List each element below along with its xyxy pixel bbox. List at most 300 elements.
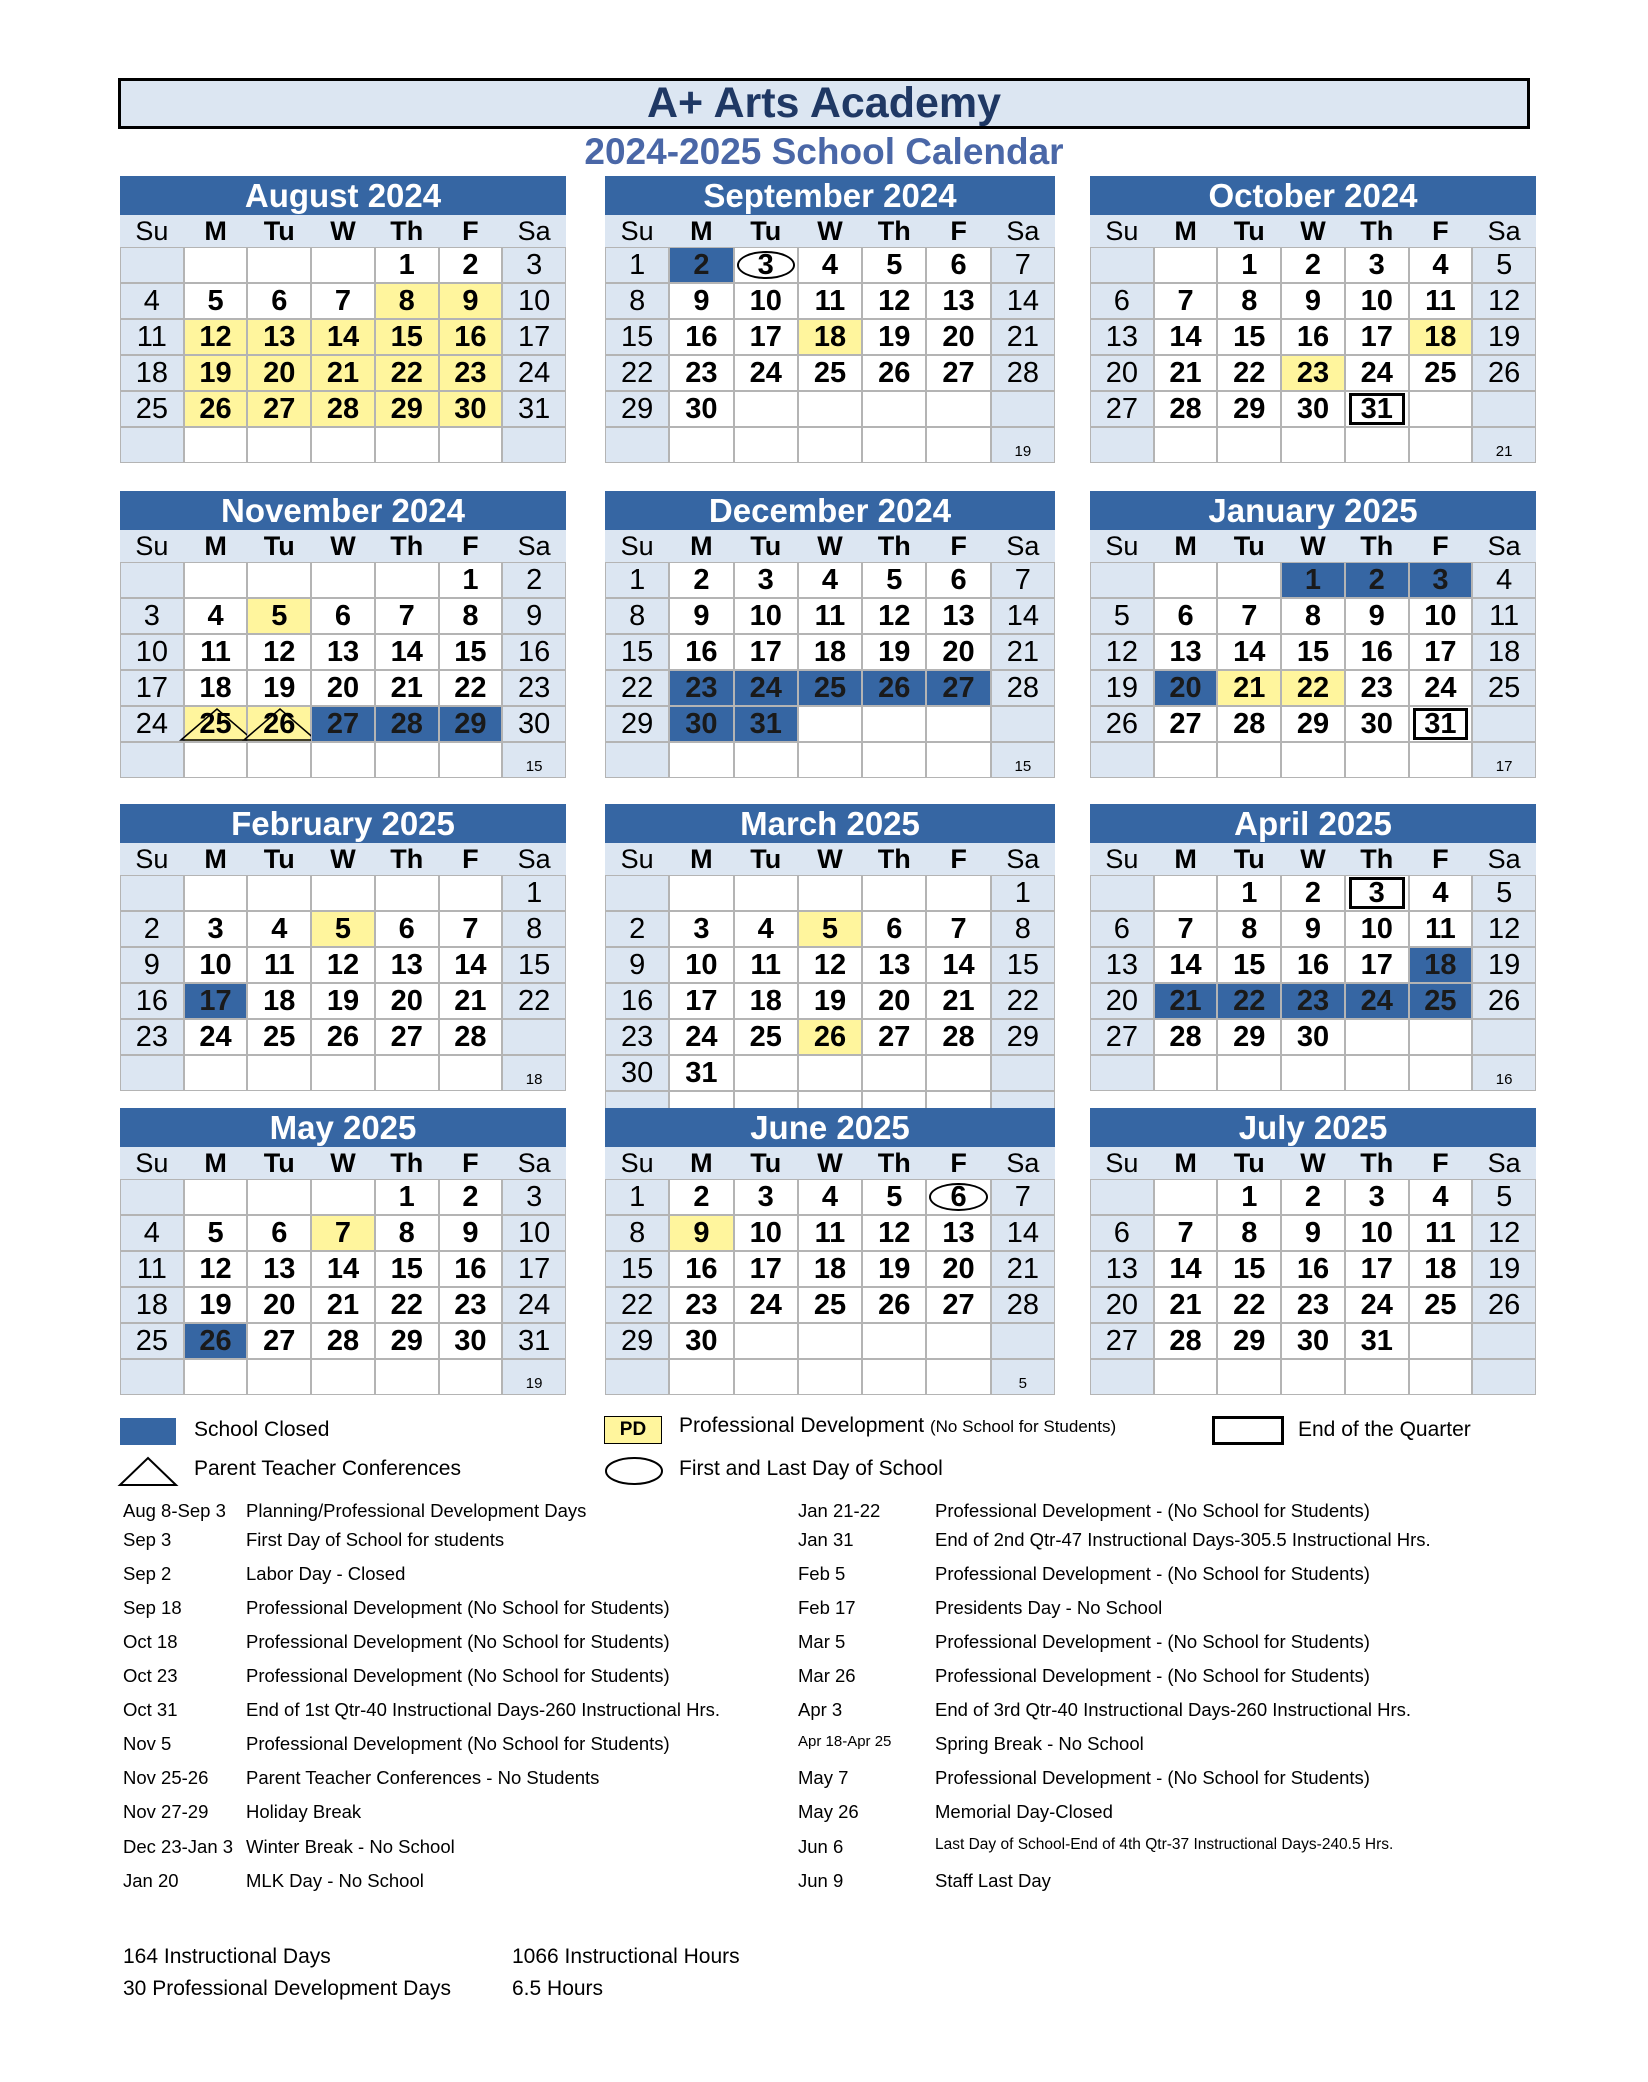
day-cell: 25 bbox=[247, 1019, 311, 1055]
count-row-cell bbox=[439, 1359, 503, 1395]
instructional-day-count-value: 17 bbox=[1495, 758, 1513, 775]
day-cell: 26 bbox=[862, 355, 926, 391]
event-date: Mar 5 bbox=[798, 1631, 846, 1652]
day-cell: 20 bbox=[862, 983, 926, 1019]
event-date: Oct 23 bbox=[123, 1665, 178, 1686]
empty-cell bbox=[1472, 391, 1536, 427]
day-grid bbox=[120, 875, 566, 1091]
empty-cell bbox=[798, 875, 862, 911]
day-cell: 17 bbox=[502, 319, 566, 355]
instructional-day-count bbox=[502, 1359, 566, 1395]
month-title: June 2025 bbox=[605, 1108, 1055, 1147]
event-description: Winter Break - No School bbox=[246, 1836, 455, 1857]
empty-cell bbox=[311, 562, 375, 598]
day-cell: 8 bbox=[605, 283, 669, 319]
day-cell: 29 bbox=[375, 1323, 439, 1359]
day-cell: 22 bbox=[1217, 355, 1281, 391]
day-cell: 30 bbox=[669, 706, 733, 742]
event-description: Spring Break - No School bbox=[935, 1733, 1144, 1754]
day-cell: 31 bbox=[1345, 1323, 1409, 1359]
day-cell: 27 bbox=[247, 391, 311, 427]
day-cell: 26 bbox=[862, 1287, 926, 1323]
day-cell: 23 bbox=[1281, 1287, 1345, 1323]
day-cell: 17 bbox=[734, 634, 798, 670]
empty-cell bbox=[1472, 1019, 1536, 1055]
empty-cell bbox=[734, 1323, 798, 1359]
calendar-subtitle: 2024-2025 School Calendar bbox=[584, 131, 1064, 172]
count-row-cell bbox=[1345, 1359, 1409, 1395]
count-row-cell bbox=[926, 427, 990, 463]
day-cell: 24 bbox=[502, 355, 566, 391]
day-cell: 20 bbox=[375, 983, 439, 1019]
day-cell: 4 bbox=[184, 598, 248, 634]
day-cell: 12 bbox=[184, 319, 248, 355]
weekday-label: Tu bbox=[1233, 531, 1265, 561]
weekday-label: W bbox=[1300, 531, 1326, 561]
day-cell: 4 bbox=[120, 1215, 184, 1251]
day-cell: 24 bbox=[1409, 670, 1473, 706]
day-cell: 7 bbox=[991, 1179, 1055, 1215]
legend-end-quarter: End of the Quarter bbox=[1298, 1418, 1471, 1441]
weekday-label: F bbox=[950, 531, 967, 561]
day-cell: 23 bbox=[502, 670, 566, 706]
event-date: Sep 3 bbox=[123, 1529, 172, 1550]
day-cell: 20 bbox=[926, 1251, 990, 1287]
day-cell: 9 bbox=[1345, 598, 1409, 634]
weekday-label: Th bbox=[390, 1148, 424, 1178]
count-row-cell bbox=[669, 1359, 733, 1395]
day-cell: 1 bbox=[439, 562, 503, 598]
count-row-cell bbox=[120, 1359, 184, 1395]
day-cell: 1 bbox=[375, 1179, 439, 1215]
day-cell: 10 bbox=[120, 634, 184, 670]
day-cell: 28 bbox=[311, 391, 375, 427]
weekday-label: Tu bbox=[750, 531, 782, 561]
day-cell: 3 bbox=[120, 598, 184, 634]
day-cell: 28 bbox=[1154, 391, 1218, 427]
day-cell: 29 bbox=[1217, 1019, 1281, 1055]
day-cell: 19 bbox=[184, 355, 248, 391]
empty-cell bbox=[862, 706, 926, 742]
month-august-2024 bbox=[120, 176, 566, 463]
count-row-cell bbox=[1345, 742, 1409, 778]
day-cell: 11 bbox=[120, 319, 184, 355]
weekday-label: M bbox=[690, 531, 713, 561]
day-cell: 8 bbox=[375, 283, 439, 319]
count-row-cell bbox=[375, 742, 439, 778]
weekday-label: Sa bbox=[1006, 844, 1040, 874]
day-cell: 11 bbox=[184, 634, 248, 670]
count-row-cell bbox=[926, 742, 990, 778]
day-cell: 22 bbox=[1281, 670, 1345, 706]
day-cell: 24 bbox=[734, 355, 798, 391]
day-cell: 2 bbox=[669, 247, 733, 283]
day-cell: 4 bbox=[1409, 247, 1473, 283]
day-cell: 7 bbox=[1154, 1215, 1218, 1251]
day-cell: 29 bbox=[375, 391, 439, 427]
event-description: Memorial Day-Closed bbox=[935, 1801, 1113, 1822]
day-cell: 30 bbox=[1281, 1323, 1345, 1359]
day-cell: 19 bbox=[798, 983, 862, 1019]
day-grid bbox=[605, 875, 1055, 1127]
day-cell: 3 bbox=[502, 1179, 566, 1215]
day-cell: 5 bbox=[1472, 247, 1536, 283]
day-cell: 2 bbox=[1281, 247, 1345, 283]
event-description: End of 3rd Qtr-40 Instructional Days-260 Instructional Hrs. bbox=[935, 1699, 1412, 1720]
weekday-label: F bbox=[950, 844, 967, 874]
day-cell: 22 bbox=[502, 983, 566, 1019]
weekday-header bbox=[120, 843, 566, 875]
day-cell: 14 bbox=[1154, 947, 1218, 983]
weekday-label: Tu bbox=[263, 216, 295, 246]
day-cell: 19 bbox=[311, 983, 375, 1019]
month-title: May 2025 bbox=[120, 1108, 566, 1147]
count-row-cell bbox=[926, 1359, 990, 1395]
event-date: May 26 bbox=[798, 1801, 859, 1822]
weekday-label: Su bbox=[1105, 216, 1139, 246]
day-cell: 3 bbox=[1409, 562, 1473, 598]
event-description: Professional Development (No School for Students) bbox=[246, 1733, 670, 1754]
day-cell: 5 bbox=[862, 247, 926, 283]
weekday-label: F bbox=[462, 531, 479, 561]
day-cell: 1 bbox=[991, 875, 1055, 911]
count-row-cell bbox=[311, 1055, 375, 1091]
day-cell: 17 bbox=[734, 319, 798, 355]
empty-cell bbox=[926, 1055, 990, 1091]
day-cell: 2 bbox=[1345, 562, 1409, 598]
weekday-label: F bbox=[1432, 531, 1449, 561]
day-cell: 7 bbox=[1154, 283, 1218, 319]
day-cell: 12 bbox=[1472, 911, 1536, 947]
day-cell: 8 bbox=[1217, 283, 1281, 319]
weekday-label: F bbox=[1432, 844, 1449, 874]
weekday-label: F bbox=[950, 216, 967, 246]
day-cell: 16 bbox=[669, 1251, 733, 1287]
count-row-cell bbox=[734, 427, 798, 463]
day-cell: 17 bbox=[734, 1251, 798, 1287]
day-cell: 25 bbox=[120, 1323, 184, 1359]
empty-cell bbox=[375, 562, 439, 598]
day-cell: 9 bbox=[605, 947, 669, 983]
weekday-header bbox=[1090, 1147, 1536, 1179]
event-description: End of 1st Qtr-40 Instructional Days-260 Instructional Hrs. bbox=[246, 1699, 721, 1720]
event-date: Sep 2 bbox=[123, 1563, 172, 1584]
day-cell: 5 bbox=[247, 598, 311, 634]
day-cell: 24 bbox=[184, 1019, 248, 1055]
day-cell: 27 bbox=[311, 706, 375, 742]
month-december-2024 bbox=[605, 491, 1055, 778]
day-cell: 15 bbox=[375, 1251, 439, 1287]
school-closed-swatch bbox=[120, 1418, 176, 1445]
empty-cell bbox=[798, 391, 862, 427]
day-cell: 29 bbox=[991, 1019, 1055, 1055]
instructional-day-count-value: 15 bbox=[1014, 758, 1032, 775]
weekday-label: Sa bbox=[517, 844, 551, 874]
weekday-label: Tu bbox=[750, 1148, 782, 1178]
day-cell: 15 bbox=[502, 947, 566, 983]
day-cell: 12 bbox=[1090, 634, 1154, 670]
count-row-cell bbox=[247, 742, 311, 778]
count-row-cell bbox=[311, 742, 375, 778]
day-cell: 11 bbox=[120, 1251, 184, 1287]
day-cell: 27 bbox=[1154, 706, 1218, 742]
day-cell: 6 bbox=[1154, 598, 1218, 634]
day-cell: 19 bbox=[1472, 319, 1536, 355]
weekday-label: Su bbox=[135, 216, 169, 246]
day-cell: 13 bbox=[1090, 1251, 1154, 1287]
weekday-label: W bbox=[817, 844, 843, 874]
empty-cell bbox=[1090, 1179, 1154, 1215]
weekday-header bbox=[605, 530, 1055, 562]
empty-cell bbox=[991, 1055, 1055, 1091]
weekday-header bbox=[605, 215, 1055, 247]
count-row-cell bbox=[1154, 1359, 1218, 1395]
day-cell: 17 bbox=[1409, 634, 1473, 670]
weekday-label: Th bbox=[1360, 216, 1394, 246]
day-cell: 11 bbox=[798, 598, 862, 634]
empty-cell bbox=[502, 1019, 566, 1055]
day-cell: 18 bbox=[1409, 319, 1473, 355]
day-cell: 20 bbox=[247, 1287, 311, 1323]
day-cell: 31 bbox=[1345, 391, 1409, 427]
day-cell: 30 bbox=[669, 391, 733, 427]
day-grid bbox=[1090, 562, 1536, 778]
weekday-label: M bbox=[690, 1148, 713, 1178]
day-cell: 29 bbox=[605, 391, 669, 427]
instructional-day-count-value: 19 bbox=[525, 1375, 543, 1392]
weekday-label: M bbox=[204, 1148, 227, 1178]
day-cell: 12 bbox=[247, 634, 311, 670]
hours-per-day: 6.5 Hours bbox=[512, 1977, 604, 2000]
event-description: Professional Development - (No School for Students) bbox=[935, 1767, 1370, 1788]
weekday-label: Su bbox=[135, 844, 169, 874]
day-cell: 7 bbox=[311, 283, 375, 319]
event-description: Professional Development (No School for Students) bbox=[246, 1597, 670, 1618]
day-cell: 10 bbox=[1345, 283, 1409, 319]
day-cell: 18 bbox=[798, 1251, 862, 1287]
day-cell: 8 bbox=[605, 1215, 669, 1251]
instructional-day-count bbox=[502, 742, 566, 778]
total-instructional-hours: 1066 Instructional Hours bbox=[512, 1945, 740, 1968]
day-cell: 20 bbox=[1090, 355, 1154, 391]
day-cell: 21 bbox=[311, 355, 375, 391]
count-row-cell bbox=[439, 1055, 503, 1091]
day-cell: 18 bbox=[734, 983, 798, 1019]
day-cell: 28 bbox=[1154, 1019, 1218, 1055]
event-date: Oct 18 bbox=[123, 1631, 178, 1652]
day-cell: 22 bbox=[605, 670, 669, 706]
empty-cell bbox=[184, 562, 248, 598]
weekday-label: Tu bbox=[263, 531, 295, 561]
day-cell: 6 bbox=[926, 562, 990, 598]
day-cell: 4 bbox=[1409, 1179, 1473, 1215]
day-cell: 17 bbox=[1345, 1251, 1409, 1287]
empty-cell bbox=[1154, 875, 1218, 911]
weekday-label: Su bbox=[1105, 531, 1139, 561]
day-cell: 18 bbox=[120, 355, 184, 391]
day-cell: 19 bbox=[184, 1287, 248, 1323]
end-quarter-swatch bbox=[1212, 1416, 1284, 1445]
weekday-label: Tu bbox=[750, 216, 782, 246]
event-date: Jan 21-22 bbox=[798, 1500, 881, 1521]
month-january-2025 bbox=[1090, 491, 1536, 778]
day-cell: 14 bbox=[1154, 319, 1218, 355]
month-title: March 2025 bbox=[605, 804, 1055, 843]
day-cell: 1 bbox=[1217, 875, 1281, 911]
day-cell: 13 bbox=[375, 947, 439, 983]
count-row-cell bbox=[120, 427, 184, 463]
instructional-day-count bbox=[502, 427, 566, 463]
day-cell: 6 bbox=[247, 283, 311, 319]
day-cell: 11 bbox=[798, 283, 862, 319]
empty-cell bbox=[926, 1323, 990, 1359]
day-cell: 27 bbox=[1090, 1323, 1154, 1359]
day-cell: 1 bbox=[1281, 562, 1345, 598]
day-cell: 3 bbox=[1345, 875, 1409, 911]
empty-cell bbox=[798, 1323, 862, 1359]
day-cell: 10 bbox=[184, 947, 248, 983]
day-cell: 7 bbox=[926, 911, 990, 947]
day-cell: 15 bbox=[439, 634, 503, 670]
count-row-cell bbox=[184, 427, 248, 463]
day-cell: 30 bbox=[605, 1055, 669, 1091]
day-cell: 18 bbox=[184, 670, 248, 706]
day-cell: 28 bbox=[991, 1287, 1055, 1323]
count-row-cell bbox=[439, 427, 503, 463]
day-cell: 10 bbox=[669, 947, 733, 983]
day-cell: 22 bbox=[991, 983, 1055, 1019]
day-cell: 2 bbox=[1281, 1179, 1345, 1215]
day-cell: 7 bbox=[439, 911, 503, 947]
weekday-label: F bbox=[462, 1148, 479, 1178]
day-cell: 21 bbox=[1154, 1287, 1218, 1323]
weekday-label: F bbox=[462, 844, 479, 874]
day-cell: 14 bbox=[991, 598, 1055, 634]
day-cell: 14 bbox=[311, 319, 375, 355]
day-cell: 9 bbox=[439, 1215, 503, 1251]
day-cell: 5 bbox=[184, 1215, 248, 1251]
day-cell: 20 bbox=[247, 355, 311, 391]
day-cell: 28 bbox=[311, 1323, 375, 1359]
day-cell: 15 bbox=[375, 319, 439, 355]
day-cell: 1 bbox=[502, 875, 566, 911]
count-row-cell bbox=[1345, 1055, 1409, 1091]
day-cell: 15 bbox=[991, 947, 1055, 983]
day-cell: 11 bbox=[1409, 911, 1473, 947]
day-cell: 3 bbox=[184, 911, 248, 947]
weekday-label: Tu bbox=[263, 1148, 295, 1178]
count-row-cell bbox=[1090, 1359, 1154, 1395]
day-cell: 8 bbox=[439, 598, 503, 634]
day-cell: 19 bbox=[1472, 1251, 1536, 1287]
empty-cell bbox=[184, 247, 248, 283]
count-row-cell bbox=[1154, 742, 1218, 778]
day-cell: 16 bbox=[1281, 947, 1345, 983]
weekday-label: Sa bbox=[1006, 216, 1040, 246]
day-cell: 23 bbox=[605, 1019, 669, 1055]
day-cell: 22 bbox=[375, 355, 439, 391]
day-cell: 2 bbox=[120, 911, 184, 947]
month-title: December 2024 bbox=[605, 491, 1055, 530]
day-cell: 6 bbox=[926, 247, 990, 283]
day-cell: 27 bbox=[1090, 391, 1154, 427]
day-cell: 21 bbox=[311, 1287, 375, 1323]
day-cell: 9 bbox=[669, 598, 733, 634]
day-grid bbox=[120, 247, 566, 463]
day-cell: 18 bbox=[798, 319, 862, 355]
empty-cell bbox=[1409, 391, 1473, 427]
day-cell: 7 bbox=[1154, 911, 1218, 947]
day-cell: 5 bbox=[1090, 598, 1154, 634]
count-row-cell bbox=[311, 427, 375, 463]
weekday-label: M bbox=[690, 216, 713, 246]
empty-cell bbox=[1409, 1019, 1473, 1055]
day-cell: 12 bbox=[862, 283, 926, 319]
day-cell: 13 bbox=[926, 283, 990, 319]
event-date: Jun 6 bbox=[798, 1836, 844, 1857]
weekday-header bbox=[1090, 530, 1536, 562]
day-cell: 29 bbox=[605, 1323, 669, 1359]
first-last-oval-icon bbox=[603, 1455, 665, 1487]
day-cell: 29 bbox=[1217, 391, 1281, 427]
day-cell: 4 bbox=[798, 562, 862, 598]
day-cell: 6 bbox=[375, 911, 439, 947]
month-october-2024 bbox=[1090, 176, 1536, 463]
instructional-day-count-value: 16 bbox=[1495, 1071, 1513, 1088]
day-cell: 7 bbox=[991, 247, 1055, 283]
count-row-cell bbox=[734, 1359, 798, 1395]
day-cell: 9 bbox=[1281, 283, 1345, 319]
day-cell: 28 bbox=[926, 1019, 990, 1055]
count-row-cell bbox=[1217, 742, 1281, 778]
instructional-day-count bbox=[991, 742, 1055, 778]
empty-cell bbox=[184, 875, 248, 911]
day-cell: 14 bbox=[375, 634, 439, 670]
day-cell: 30 bbox=[1281, 391, 1345, 427]
day-cell: 2 bbox=[439, 1179, 503, 1215]
event-date: Apr 3 bbox=[798, 1699, 843, 1720]
weekday-label: Sa bbox=[1006, 531, 1040, 561]
day-cell: 26 bbox=[798, 1019, 862, 1055]
day-cell: 9 bbox=[1281, 911, 1345, 947]
day-cell: 24 bbox=[120, 706, 184, 742]
day-cell: 8 bbox=[1281, 598, 1345, 634]
day-cell: 9 bbox=[669, 1215, 733, 1251]
empty-cell bbox=[375, 875, 439, 911]
day-cell: 10 bbox=[1345, 1215, 1409, 1251]
weekday-label: M bbox=[1174, 531, 1197, 561]
weekday-label: Tu bbox=[263, 844, 295, 874]
day-cell: 1 bbox=[605, 247, 669, 283]
weekday-label: Sa bbox=[1487, 216, 1521, 246]
count-row-cell bbox=[669, 427, 733, 463]
legend-pd bbox=[679, 1414, 1116, 1438]
day-grid bbox=[605, 1179, 1055, 1395]
day-cell: 30 bbox=[669, 1323, 733, 1359]
day-cell: 9 bbox=[1281, 1215, 1345, 1251]
day-cell: 21 bbox=[991, 634, 1055, 670]
day-cell: 31 bbox=[734, 706, 798, 742]
day-cell: 19 bbox=[1090, 670, 1154, 706]
day-cell: 24 bbox=[734, 1287, 798, 1323]
day-cell: 22 bbox=[1217, 1287, 1281, 1323]
day-cell: 28 bbox=[375, 706, 439, 742]
school-title: A+ Arts Academy bbox=[118, 78, 1530, 129]
day-cell: 10 bbox=[734, 1215, 798, 1251]
day-cell: 1 bbox=[1217, 1179, 1281, 1215]
event-date: Feb 17 bbox=[798, 1597, 856, 1618]
pd-swatch: PD bbox=[604, 1416, 662, 1444]
